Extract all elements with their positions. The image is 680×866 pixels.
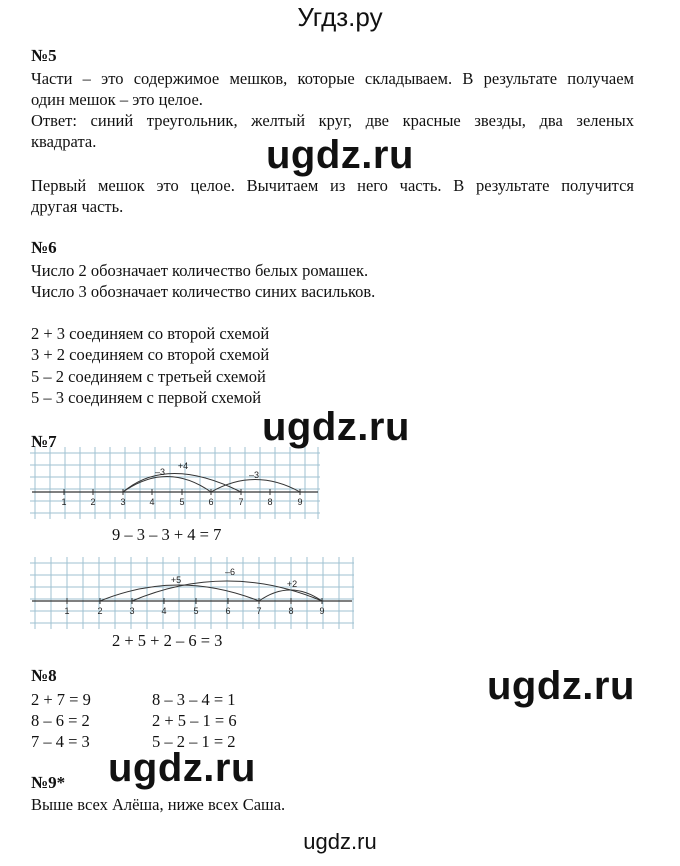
site-footer: ugdz.ru bbox=[303, 829, 377, 854]
task7-heading: №7 bbox=[31, 432, 57, 451]
tick-label: 7 bbox=[238, 497, 244, 507]
number-line-2 bbox=[30, 555, 356, 630]
tick-label: 4 bbox=[149, 497, 155, 507]
task5-answer-line1: Ответ: синий треугольник, желтый круг, две красные звезды, два зеленых bbox=[31, 111, 634, 130]
task8-right-equation: 8 – 3 – 4 = 1 bbox=[152, 690, 236, 709]
jump-arc bbox=[211, 480, 300, 493]
task5-answer-line2: квадрата. bbox=[31, 132, 97, 151]
task6-line: Число 2 обозначает количество белых ромашек. bbox=[31, 261, 369, 280]
tick-label: 7 bbox=[256, 606, 262, 616]
tick-label: 2 bbox=[97, 606, 103, 616]
task6-heading: №6 bbox=[31, 238, 57, 257]
jump-arc bbox=[123, 477, 211, 493]
task8-heading: №8 bbox=[31, 666, 57, 685]
arc-label: +5 bbox=[170, 575, 182, 585]
tick-label: 8 bbox=[288, 606, 294, 616]
task5-para1-line2: один мешок – это целое. bbox=[31, 90, 203, 109]
watermark: ugdz.ru bbox=[487, 664, 635, 708]
task5-para1-line1: Части – это содержимое мешков, которые складываем. В результате получаем bbox=[31, 69, 634, 88]
arc-label: –3 bbox=[154, 467, 166, 477]
arc-label: –3 bbox=[248, 470, 260, 480]
task6-match: 5 – 2 соединяем с третьей схемой bbox=[31, 367, 266, 386]
task8-right-equation: 5 – 2 – 1 = 2 bbox=[152, 732, 236, 751]
task8-left-equation: 8 – 6 = 2 bbox=[31, 711, 90, 730]
tick-label: 5 bbox=[193, 606, 199, 616]
tick-label: 9 bbox=[319, 606, 325, 616]
task6-line: Число 3 обозначает количество синих васильков. bbox=[31, 282, 376, 301]
tick-label: 6 bbox=[225, 606, 231, 616]
arc-label: +2 bbox=[286, 579, 298, 589]
task9-answer: Выше всех Алёша, ниже всех Саша. bbox=[31, 795, 286, 814]
task8-left-equation: 7 – 4 = 3 bbox=[31, 732, 90, 751]
task7-equation-1: 9 – 3 – 3 + 4 = 7 bbox=[112, 525, 222, 544]
tick-label: 1 bbox=[64, 606, 70, 616]
task7-equation-2: 2 + 5 + 2 – 6 = 3 bbox=[112, 631, 223, 650]
tick-label: 6 bbox=[208, 497, 214, 507]
watermark: ugdz.ru bbox=[266, 133, 414, 177]
task6-match: 2 + 3 соединяем со второй схемой bbox=[31, 324, 270, 343]
tick-label: 1 bbox=[61, 497, 67, 507]
tick-label: 5 bbox=[179, 497, 185, 507]
watermark: ugdz.ru bbox=[108, 746, 256, 790]
tick-label: 4 bbox=[161, 606, 167, 616]
number-line-1 bbox=[30, 445, 322, 520]
tick-label: 3 bbox=[120, 497, 126, 507]
arc-label: +4 bbox=[177, 461, 189, 471]
task5-para2-line2: другая часть. bbox=[31, 197, 124, 216]
task6-match: 3 + 2 соединяем со второй схемой bbox=[31, 345, 270, 364]
site-title: Угдз.ру bbox=[297, 2, 383, 32]
tick-label: 2 bbox=[90, 497, 96, 507]
task9-heading: №9* bbox=[31, 773, 66, 792]
tick-label: 8 bbox=[267, 497, 273, 507]
watermark: ugdz.ru bbox=[262, 405, 410, 449]
task8-left-equation: 2 + 7 = 9 bbox=[31, 690, 91, 709]
tick-label: 3 bbox=[129, 606, 135, 616]
tick-label: 9 bbox=[297, 497, 303, 507]
arc-label: –6 bbox=[224, 567, 236, 577]
task5-para2-line1: Первый мешок это целое. Вычитаем из него часть. В результате получится bbox=[31, 176, 634, 195]
task6-match: 5 – 3 соединяем с первой схемой bbox=[31, 388, 262, 407]
task5-heading: №5 bbox=[31, 46, 57, 65]
task8-right-equation: 2 + 5 – 1 = 6 bbox=[152, 711, 237, 730]
